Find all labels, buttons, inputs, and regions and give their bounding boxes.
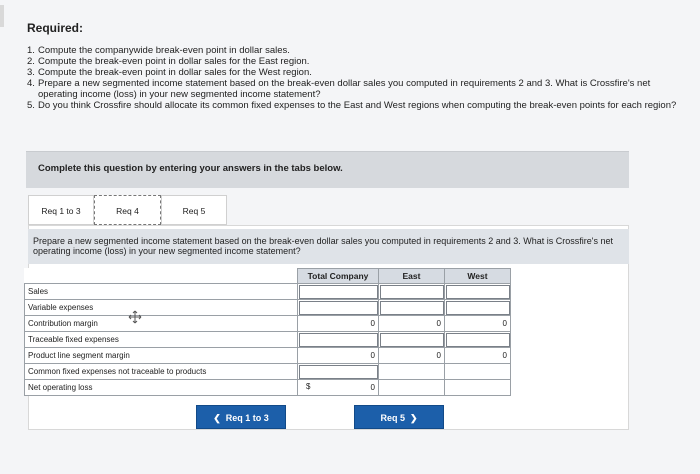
instruction-text: Complete this question by entering your answers in the tabs below. xyxy=(38,163,343,174)
segment-margin-west: 0 xyxy=(445,348,511,364)
net-operating-loss-total: $ 0 xyxy=(298,380,379,396)
requirements-list xyxy=(27,45,692,111)
dollar-sign: $ xyxy=(306,382,311,391)
left-edge-marker xyxy=(0,5,4,27)
common-fixed-east xyxy=(379,364,445,380)
table-row xyxy=(25,316,511,332)
traceable-fixed-east-input[interactable] xyxy=(379,332,445,348)
requirement-item: 5. Do you think Crossfire should allocate its common fixed expenses to the East and West regions when computing the break-even points for each region? xyxy=(27,100,677,111)
traceable-fixed-total-input[interactable] xyxy=(298,332,379,348)
traceable-fixed-west-input[interactable] xyxy=(445,332,511,348)
header-east: East xyxy=(379,269,445,284)
requirement-item: 2. Compute the break-even point in dollar sales for the East region. xyxy=(27,56,310,67)
table-row xyxy=(25,348,511,364)
variable-expenses-east-input[interactable] xyxy=(379,300,445,316)
table-row xyxy=(25,332,511,348)
contribution-margin-east: 0 xyxy=(379,316,445,332)
row-label: Traceable fixed expenses xyxy=(25,332,298,348)
row-label: Product line segment margin xyxy=(25,348,298,364)
sales-total-input[interactable] xyxy=(298,284,379,300)
row-label: Contribution margin xyxy=(25,316,298,332)
sales-west-input[interactable] xyxy=(445,284,511,300)
net-operating-loss-west xyxy=(445,380,511,396)
variable-expenses-total-input[interactable] xyxy=(298,300,379,316)
common-fixed-total-input[interactable] xyxy=(298,364,379,380)
segment-margin-total: 0 xyxy=(298,348,379,364)
required-title: Required: xyxy=(27,21,84,35)
tab-req-5[interactable]: Req 5 xyxy=(161,195,227,225)
row-label: Net operating loss xyxy=(25,380,298,396)
move-cursor-icon xyxy=(127,310,143,324)
question-prompt: Prepare a new segmented income statement based on the break-even dollar sales you computed in requirements 2 and 3. What is Crossfire's net operating income (loss) in your new segmented income statement? xyxy=(33,236,614,256)
requirement-item: 1. Compute the companywide break-even point in dollar sales. xyxy=(27,45,290,56)
net-operating-loss-east xyxy=(379,380,445,396)
instruction-panel xyxy=(26,151,629,188)
next-button[interactable]: Req 5 ❯ xyxy=(354,405,444,429)
table-row xyxy=(25,284,511,300)
tab-req-4[interactable]: Req 4 xyxy=(94,195,161,225)
header-blank xyxy=(25,269,298,284)
tab-req-1-to-3[interactable]: Req 1 to 3 xyxy=(28,195,94,225)
common-fixed-west xyxy=(445,364,511,380)
requirement-item: 3. Compute the break-even point in dollar sales for the West region. xyxy=(27,67,312,78)
contribution-margin-west: 0 xyxy=(445,316,511,332)
row-label: Variable expenses xyxy=(25,300,298,316)
header-west: West xyxy=(445,269,511,284)
segment-margin-east: 0 xyxy=(379,348,445,364)
prev-button[interactable]: ❮ Req 1 to 3 xyxy=(196,405,286,429)
segmented-income-statement xyxy=(24,268,511,396)
chevron-right-icon: ❯ xyxy=(409,413,418,423)
requirement-item: 4. Prepare a new segmented income statement based on the break-even dollar sales you computed in requirements 2 and 3. What is Crossfire's net operating income (loss) in your new segmented income statement? xyxy=(27,78,651,100)
row-label: Sales xyxy=(25,284,298,300)
sales-east-input[interactable] xyxy=(379,284,445,300)
table-row xyxy=(25,300,511,316)
variable-expenses-west-input[interactable] xyxy=(445,300,511,316)
header-total-company: Total Company xyxy=(298,269,379,284)
contribution-margin-total: 0 xyxy=(298,316,379,332)
table-row xyxy=(25,364,511,380)
chevron-left-icon: ❮ xyxy=(213,413,221,423)
table-row xyxy=(25,380,511,396)
row-label: Common fixed expenses not traceable to products xyxy=(25,364,298,380)
